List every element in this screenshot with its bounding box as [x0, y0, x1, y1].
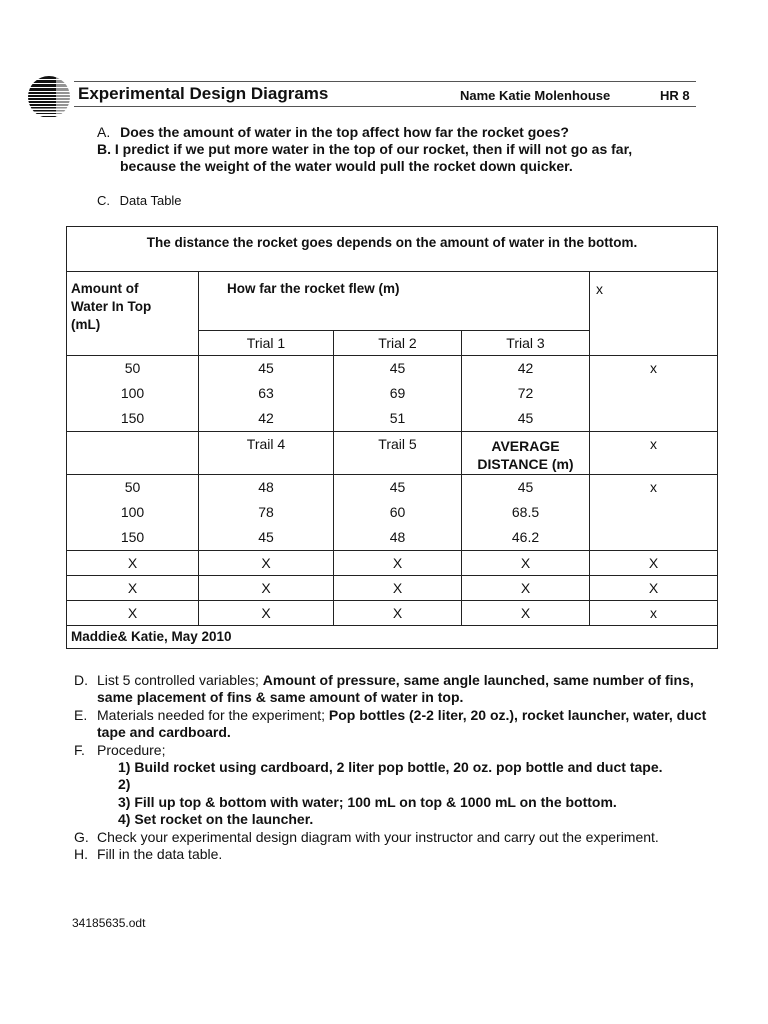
table-row: X X X X X [67, 551, 718, 576]
table-footer: Maddie& Katie, May 2010 [67, 626, 718, 649]
trial-1-values: 45 63 42 [199, 356, 334, 432]
data-table-label: C. Data Table [97, 193, 182, 208]
file-name: 34185635.odt [72, 916, 146, 930]
procedure-step: 3) Fill up top & bottom with water; 100 mL on top & 1000 mL on the bottom. [118, 793, 617, 810]
list-item: F. Procedure; 1) Build rocket using cardboard, 2 liter pop bottle, 20 oz. pop bottle and duct tape. 2) 3) Fill up top & bottom with water; 100 mL on top & 1000 mL on the bottom. 4) Set rocket on the launcher. [74, 742, 714, 829]
header-bottom-rule [74, 106, 696, 107]
trial-1-header: Trial 1 [199, 331, 334, 356]
list-item: E. Materials needed for the experiment; Pop bottles (2-2 liter, 20 oz.), rocket launcher, water, duct tape and cardboard. [74, 706, 707, 741]
average-values: 45 68.5 46.2 [462, 475, 590, 551]
x-mark: x [590, 475, 718, 551]
header-top-rule [74, 81, 696, 82]
procedure-step: 2) [118, 776, 131, 793]
amount-column: 50 100 150 [67, 356, 199, 432]
table-row: X X X X X [67, 576, 718, 601]
trail-5-values: 45 60 48 [334, 475, 462, 551]
hypothesis-line-2: because the weight of the water would pull the rocket down quicker. [120, 158, 573, 174]
table-caption: The distance the rocket goes depends on the amount of water in the bottom. [67, 227, 718, 272]
table-row: X X X X x [67, 601, 718, 626]
page-title: Experimental Design Diagrams [78, 84, 329, 103]
steps-list [74, 672, 714, 863]
amount-column: 50 100 150 [67, 475, 199, 551]
trial-2-values: 45 69 51 [334, 356, 462, 432]
trial-2-header: Trial 2 [334, 331, 462, 356]
trail-5-header: Trail 5 [334, 432, 462, 475]
hypothesis-label: B. [97, 141, 111, 157]
trail-4-header: Trail 4 [199, 432, 334, 475]
trial-3-header: Trial 3 [462, 331, 590, 356]
amount-header: Amount of Water In Top (mL) [67, 272, 199, 356]
homeroom-label: HR 8 [660, 88, 690, 103]
question-a-label: A. [97, 124, 111, 140]
hypothesis-line-1: I predict if we put more water in the top of our rocket, then if will not go as far, [114, 141, 633, 157]
data-table [66, 226, 718, 649]
empty-cell [67, 432, 199, 475]
trail-4-values: 48 78 45 [199, 475, 334, 551]
trial-3-values: 42 72 45 [462, 356, 590, 432]
logo-sphere-icon [26, 74, 72, 120]
average-header: AVERAGE DISTANCE (m) [462, 432, 590, 475]
list-item: D. List 5 controlled variables; Amount of pressure, same angle launched, same number of fins, same placement of fins & same amount of water in top. [74, 672, 694, 706]
question-a [97, 124, 569, 140]
list-item: G. Check your experimental design diagram with your instructor and carry out the experiment. [74, 828, 659, 845]
flew-header: How far the rocket flew (m) [199, 272, 590, 331]
x-mark: x [590, 272, 718, 356]
procedure-step: 4) Set rocket on the launcher. [118, 811, 314, 828]
list-item: H. Fill in the data table. [74, 846, 223, 863]
student-name: Name Katie Molenhouse [460, 88, 611, 103]
x-mark: x [590, 432, 718, 475]
x-mark: x [590, 356, 718, 432]
question-a-text: Does the amount of water in the top affect how far the rocket goes? [120, 124, 569, 140]
hypothesis [97, 141, 632, 175]
procedure-step: 1) Build rocket using cardboard, 2 liter pop bottle, 20 oz. pop bottle and duct tape. [118, 759, 663, 776]
